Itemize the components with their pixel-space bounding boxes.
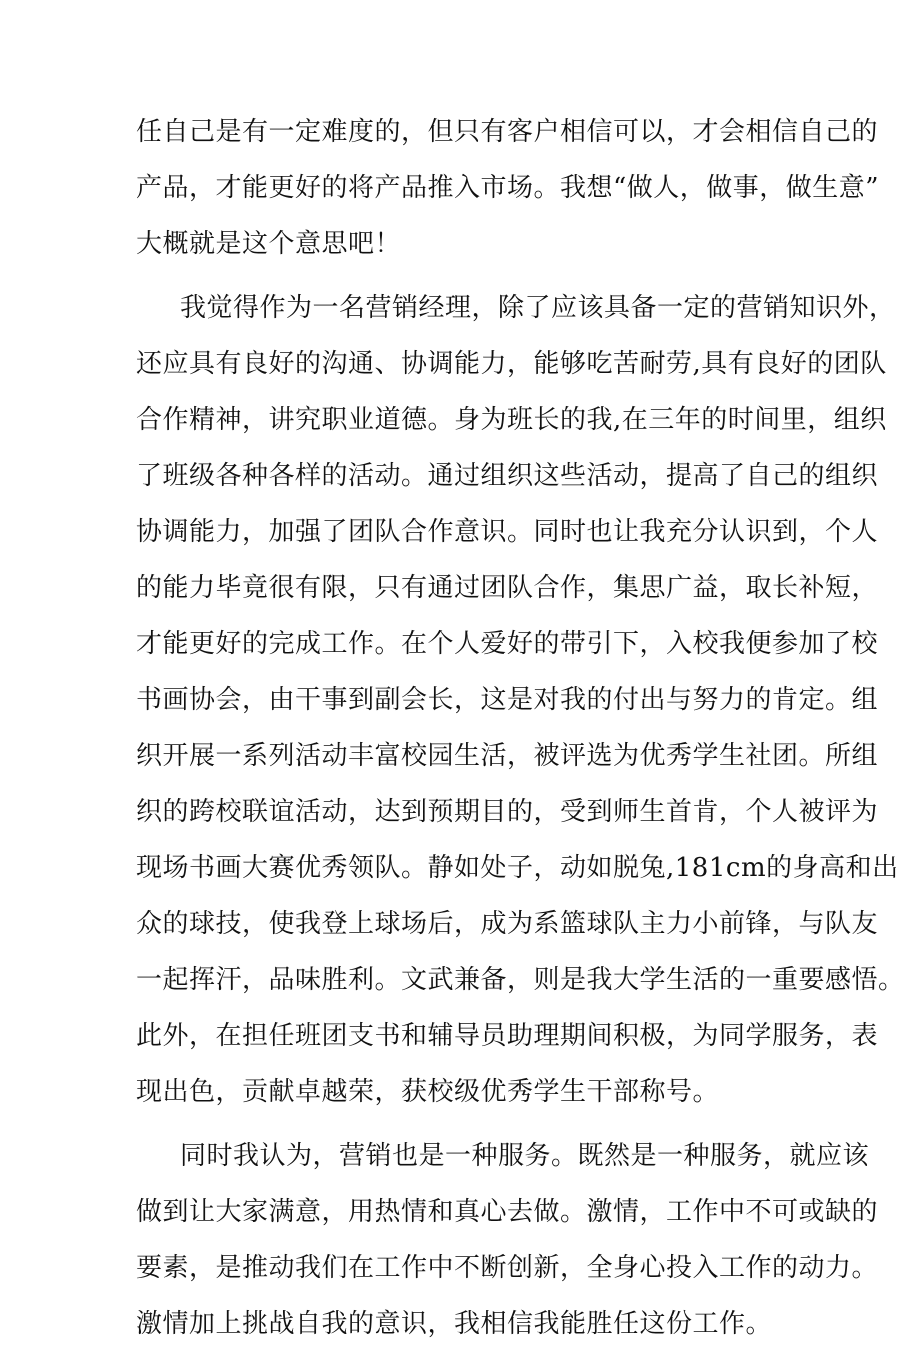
paragraph-2-line-12: 众的球技，使我登上球场后，成为系篮球队主力小前锋，与队友 [136,909,879,939]
paragraph-2-line-6: 的能力毕竟很有限，只有通过团队合作，集思广益，取长补短， [136,573,879,603]
document-body [136,104,905,1352]
paragraph-2-line-15: 现出色，贡献卓越荣，获校级优秀学生干部称号。 [136,1077,720,1107]
paragraph-2-line-3: 合作精神，讲究职业道德。身为班长的我,在三年的时间里，组织 [136,405,887,435]
paragraph-2-line-13: 一起挥汗，品味胜利。文武兼备，则是我大学生活的一重要感悟。 [136,965,905,995]
paragraph-2-line-1: 我觉得作为一名营销经理，除了应该具备一定的营销知识外， [180,293,896,323]
paragraph-2-line-10: 织的跨校联谊活动，达到预期目的，受到师生首肯，个人被评为 [136,797,879,827]
paragraph-2-line-9: 织开展一系列活动丰富校园生活，被评选为优秀学生社团。所组 [136,741,879,771]
paragraph-3-line-3: 要素，是推动我们在工作中不断创新，全身心投入工作的动力。 [136,1253,879,1283]
paragraph-3-line-4: 激情加上挑战自我的意识，我相信我能胜任这份工作。 [136,1309,773,1339]
paragraph-2-line-14: 此外，在担任班团支书和辅导员助理期间积极，为同学服务，表 [136,1021,879,1051]
paragraph-2-line-4: 了班级各种各样的活动。通过组织这些活动，提高了自己的组织 [136,461,879,491]
paragraph-2-line-2: 还应具有良好的沟通、协调能力，能够吃苦耐劳,具有良好的团队 [136,349,887,379]
paragraph-1-line-1: 任自己是有一定难度的，但只有客户相信可以，才会相信自己的 [136,117,879,147]
paragraph-3-line-1: 同时我认为，营销也是一种服务。既然是一种服务，就应该 [180,1141,870,1171]
paragraph-1-line-3: 大概就是这个意思吧！ [136,229,402,259]
paragraph-2-line-5: 协调能力，加强了团队合作意识。同时也让我充分认识到，个人 [136,517,879,547]
paragraph-gap [136,1120,796,1128]
paragraph-2-line-7: 才能更好的完成工作。在个人爱好的带引下，入校我便参加了校 [136,629,879,659]
paragraph-2-line-11: 现场书画大赛优秀领队。静如处子，动如脱兔,181cm的身高和出 [136,853,899,883]
paragraph-3-line-2: 做到让大家满意，用热情和真心去做。激情，工作中不可或缺的 [136,1197,879,1227]
paragraph-gap [136,272,796,280]
paragraph-2-line-8: 书画协会，由干事到副会长，这是对我的付出与努力的肯定。组 [136,685,879,715]
paragraph-1-line-2: 产品，才能更好的将产品推入市场。我想“做人，做事，做生意” [136,173,880,203]
